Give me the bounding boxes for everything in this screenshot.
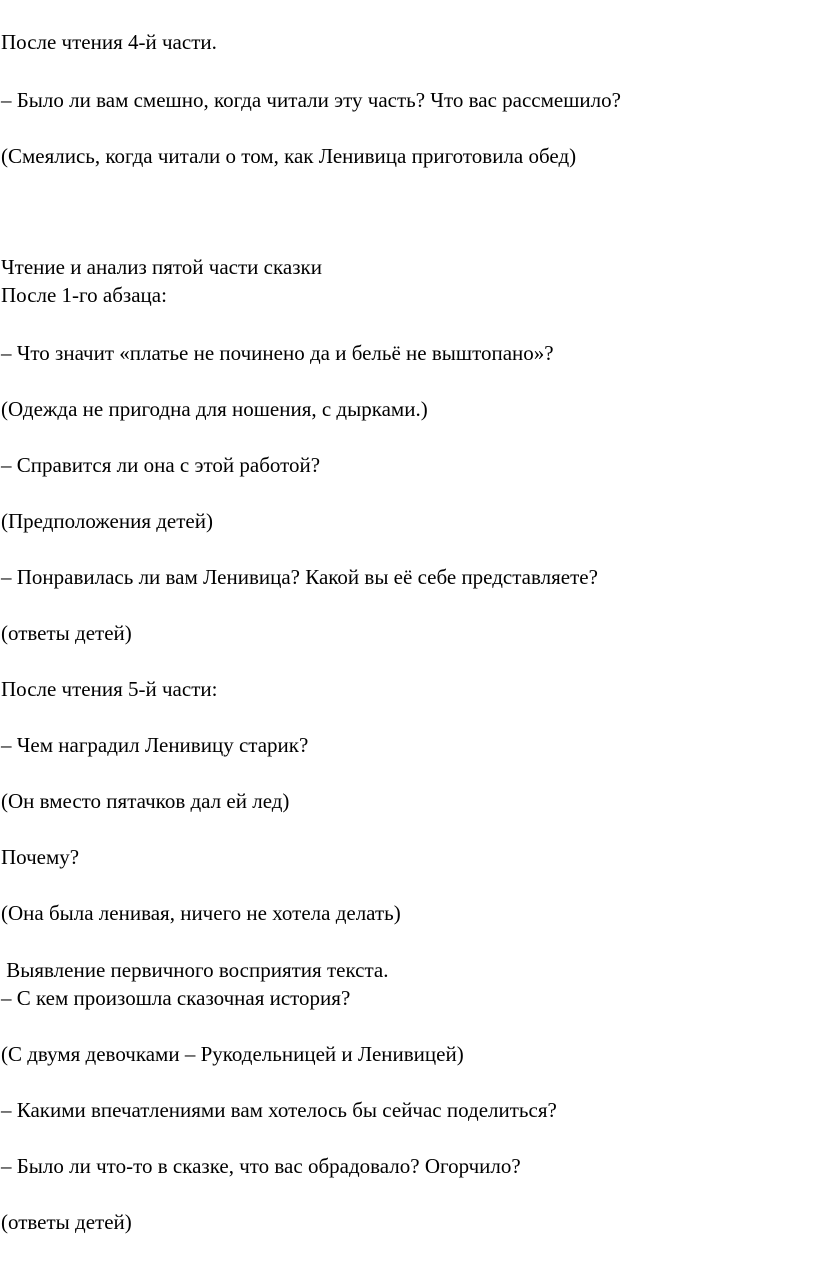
question-reward: – Чем наградил Ленивицу старик?	[1, 733, 309, 757]
question-why: Почему?	[1, 845, 80, 869]
paragraph-after-part5: После чтения 5-й части:	[1, 677, 218, 701]
paragraph-after-first-para: После 1-го абзаца:	[1, 283, 167, 307]
question-impressions: – Какими впечатлениями вам хотелось бы сейчас поделиться?	[1, 1098, 557, 1122]
section-heading-perception: Выявление первичного восприятия текста.	[1, 958, 389, 982]
answer-funny: (Смеялись, когда читали о том, как Ленивица приготовила обед)	[1, 144, 577, 168]
answer-liked: (ответы детей)	[1, 621, 132, 645]
question-dress: – Что значит «платье не починено да и бельё не выштопано»?	[1, 341, 554, 365]
answer-who: (С двумя девочками – Рукодельницей и Ленивицей)	[1, 1042, 464, 1066]
question-funny: – Было ли вам смешно, когда читали эту часть? Что вас рассмешило?	[1, 88, 621, 112]
question-cope: – Справится ли она с этой работой?	[1, 453, 321, 477]
question-liked: – Понравилась ли вам Ленивица? Какой вы её себе представляете?	[1, 565, 598, 589]
answer-why: (Она была ленивая, ничего не хотела делать)	[1, 901, 401, 925]
question-who: – С кем произошла сказочная история?	[1, 986, 351, 1010]
answer-pleased: (ответы детей)	[1, 1210, 132, 1234]
answer-cope: (Предположения детей)	[1, 509, 213, 533]
paragraph-after-part4: После чтения 4-й части.	[1, 30, 217, 54]
answer-dress: (Одежда не пригодна для ношения, с дырками.)	[1, 397, 428, 421]
section-heading-part5: Чтение и анализ пятой части сказки	[1, 255, 322, 279]
question-pleased: – Было ли что-то в сказке, что вас обрадовало? Огорчило?	[1, 1154, 521, 1178]
answer-reward: (Он вместо пятачков дал ей лед)	[1, 789, 290, 813]
